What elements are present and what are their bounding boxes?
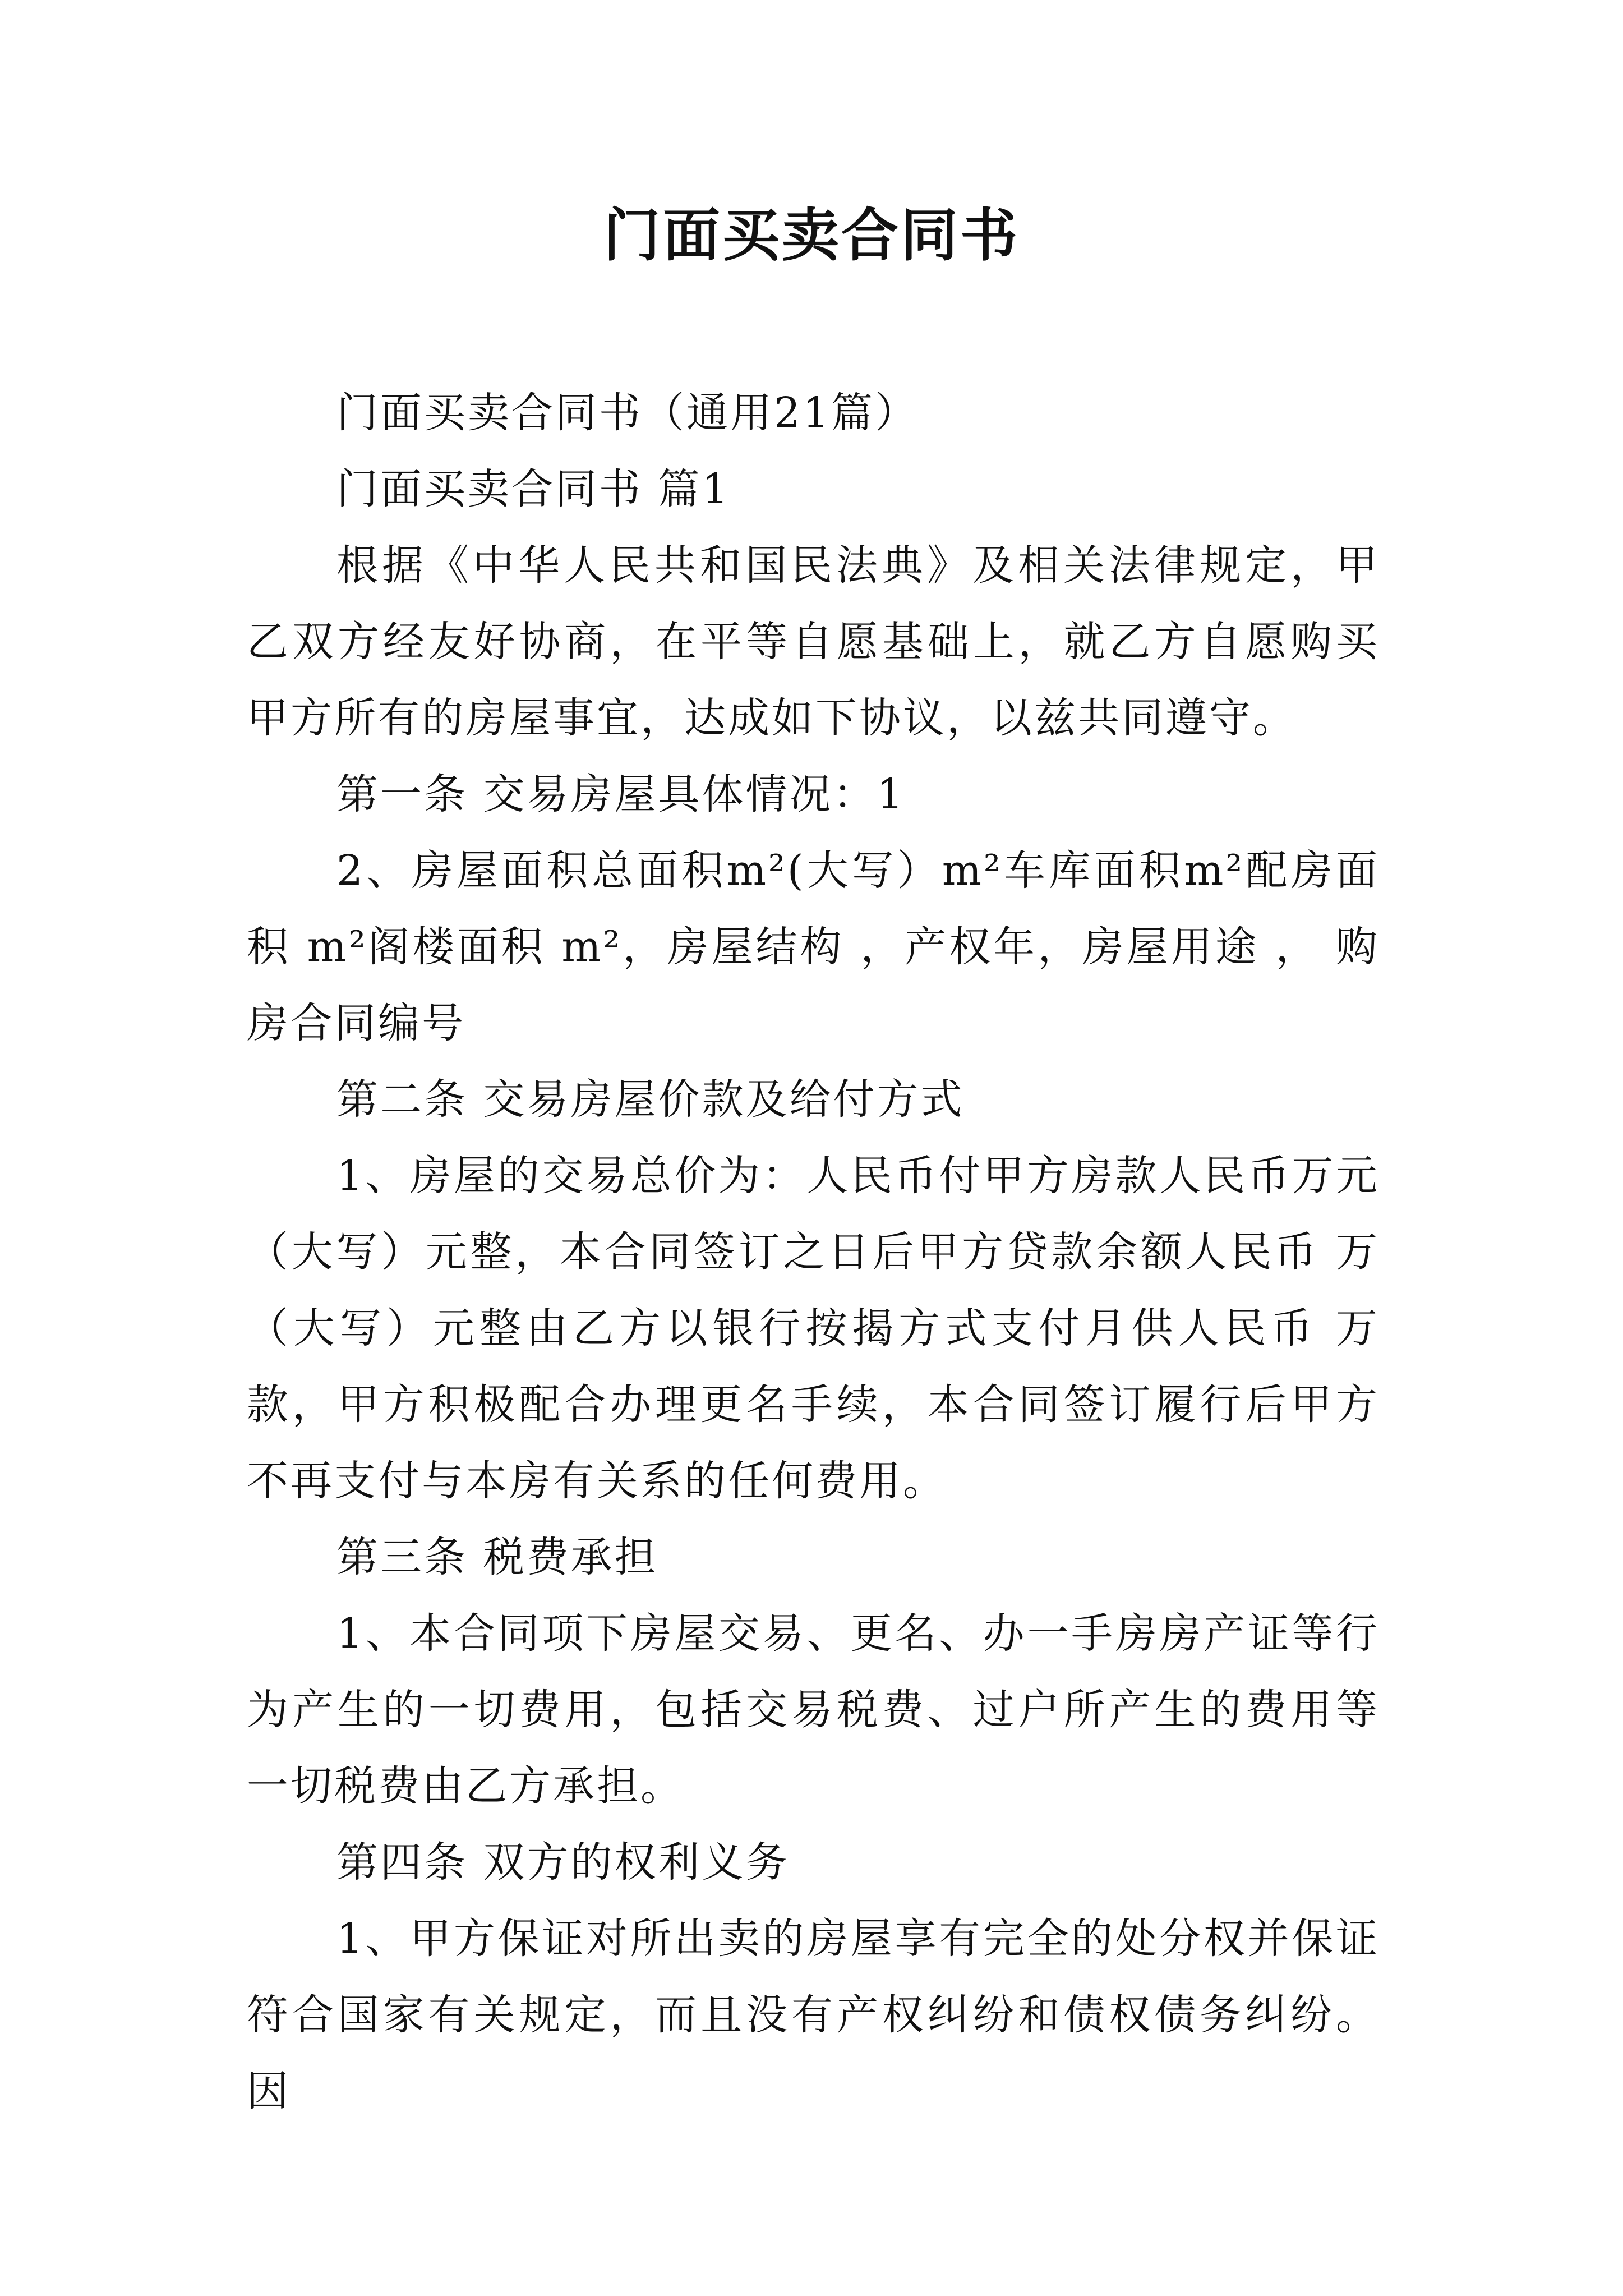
article-heading: 第四条 双方的权利义务	[336, 1838, 790, 1887]
paragraph: 1、甲方保证对所出卖的房屋享有完全的处分权并保证符合国家有关规定，而且没有产权纠纷和债权债务纠纷。因	[247, 1915, 1380, 2115]
section-heading: 门面买卖合同书 篇1	[336, 465, 731, 513]
document-title: 门面买卖合同书	[603, 202, 1020, 269]
document-subtitle: 门面买卖合同书（通用21篇）	[336, 389, 919, 437]
paragraph: 根据《中华人民共和国民法典》及相关法律规定，甲乙双方经友好协商，在平等自愿基础上，就乙方自愿购买甲方所有的房屋事宜，达成如下协议，以兹共同遵守。	[247, 541, 1380, 742]
article-heading: 第一条 交易房屋具体情况：1	[336, 770, 906, 818]
article-heading: 第三条 税费承担	[336, 1533, 658, 1581]
article-heading: 第二条 交易房屋价款及给付方式	[336, 1075, 965, 1124]
paragraph: 1、房屋的交易总价为：人民币付甲方房款人民币万元（大写）元整，本合同签订之日后甲方贷款余额人民币 万（大写）元整由乙方以银行按揭方式支付月供人民币 万款，甲方积极配合办理更名手续，本合同签订履行后甲方不再支付与本房有关系的任何费用。	[247, 1152, 1380, 1505]
paragraph: 2、房屋面积总面积m²(大写）m²车库面积m²配房面积 m²阁楼面积 m²，房屋结构 ，产权年，房屋用途 ， 购房合同编号	[247, 846, 1380, 1047]
document-body	[247, 375, 1380, 2129]
paragraph: 1、本合同项下房屋交易、更名、办一手房房产证等行为产生的一切费用，包括交易税费、过户所产生的费用等一切税费由乙方承担。	[247, 1609, 1380, 1810]
